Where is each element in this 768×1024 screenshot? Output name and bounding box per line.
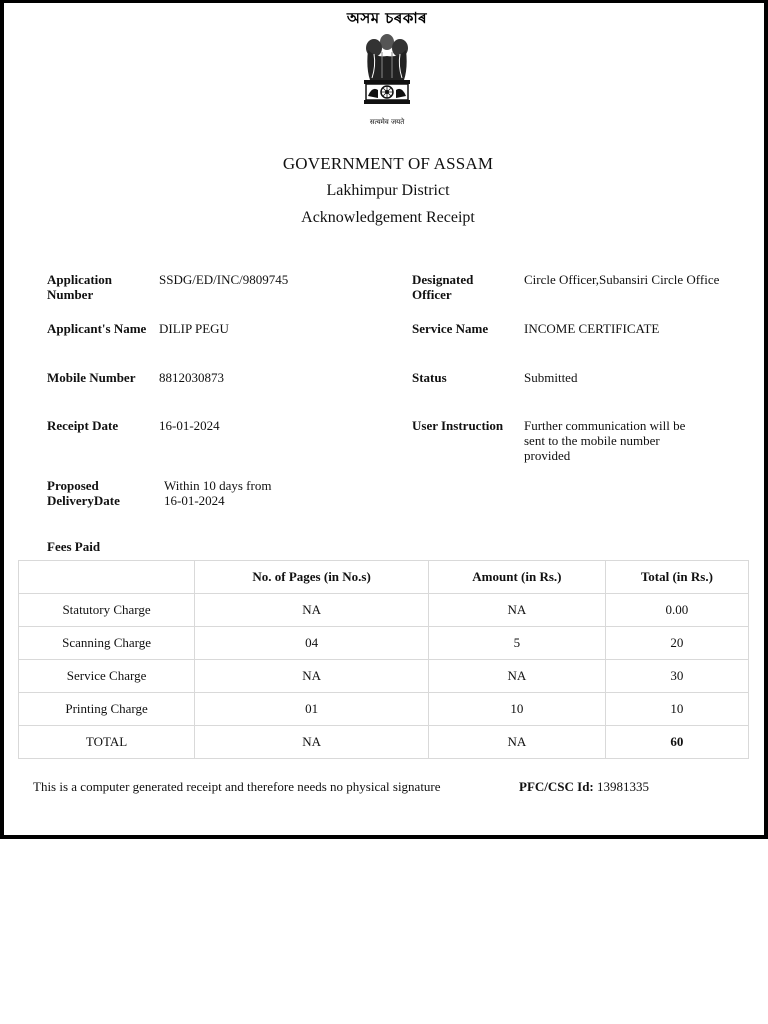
assam-sarkar-title: অসম চৰকাৰ — [346, 9, 428, 27]
table-cell: Service Charge — [19, 660, 195, 693]
receipt-date-label: Receipt Date — [47, 418, 119, 433]
proposed-delivery-value: Within 10 days from 16-01-2024 — [164, 478, 272, 508]
government-title: GOVERNMENT OF ASSAM — [282, 154, 494, 173]
service-name-value: INCOME CERTIFICATE — [524, 321, 660, 336]
table-cell: 10 — [605, 693, 748, 726]
computer-generated-note: This is a computer generated receipt and therefore needs no physical signature — [33, 779, 441, 794]
table-cell: TOTAL — [19, 726, 195, 759]
applicant-name-label: Applicant's Name — [47, 321, 147, 336]
user-instruction-label: User Instruction — [412, 418, 504, 433]
pfc-csc-label: PFC/CSC Id: — [519, 779, 594, 794]
table-cell: NA — [195, 594, 429, 627]
designated-officer-label: Designated Officer — [412, 272, 474, 302]
fees-header-row — [19, 561, 749, 594]
mobile-number-value: 8812030873 — [159, 370, 224, 385]
status-label: Status — [412, 370, 447, 385]
application-number-label: Application Number — [47, 272, 113, 302]
receipt-title: Acknowledgement Receipt — [301, 209, 475, 226]
user-instruction-value: Further communication will be sent to the mobile number provided — [524, 418, 686, 463]
fees-header-cell: Total (in Rs.) — [605, 561, 748, 594]
table-cell: Scanning Charge — [19, 627, 195, 660]
pfc-csc-id — [519, 779, 649, 795]
national-emblem-icon — [352, 28, 422, 118]
table-cell: NA — [429, 660, 606, 693]
table-cell: NA — [429, 594, 606, 627]
emblem-motto: सत्यमेव जयते — [369, 118, 405, 126]
designated-officer-value: Circle Officer,Subansiri Circle Office — [524, 272, 720, 287]
table-cell: NA — [195, 660, 429, 693]
table-cell: Statutory Charge — [19, 594, 195, 627]
fees-header-cell — [19, 561, 195, 594]
table-row — [19, 627, 749, 660]
table-cell: NA — [429, 726, 606, 759]
table-cell: NA — [195, 726, 429, 759]
table-row — [19, 594, 749, 627]
table-cell: 0.00 — [605, 594, 748, 627]
table-cell: 30 — [605, 660, 748, 693]
application-number-value: SSDG/ED/INC/9809745 — [159, 272, 289, 287]
fees-header-cell: No. of Pages (in No.s) — [195, 561, 429, 594]
applicant-name-value: DILIP PEGU — [159, 321, 229, 336]
grand-total-cell: 60 — [605, 726, 748, 759]
emblem-block — [310, 8, 464, 136]
table-cell: 5 — [429, 627, 606, 660]
status-value: Submitted — [524, 370, 578, 385]
service-name-label: Service Name — [412, 321, 489, 336]
table-cell: 10 — [429, 693, 606, 726]
total-row — [19, 726, 749, 759]
table-cell: Printing Charge — [19, 693, 195, 726]
proposed-delivery-label: Proposed DeliveryDate — [47, 478, 120, 508]
table-cell: 01 — [195, 693, 429, 726]
pfc-csc-value: 13981335 — [597, 779, 650, 794]
table-cell: 04 — [195, 627, 429, 660]
table-row — [19, 693, 749, 726]
fees-header-cell: Amount (in Rs.) — [429, 561, 606, 594]
mobile-number-label: Mobile Number — [47, 370, 136, 385]
district-title: Lakhimpur District — [326, 182, 450, 199]
receipt-date-value: 16-01-2024 — [159, 418, 220, 433]
fees-paid-title: Fees Paid — [47, 539, 101, 554]
table-row — [19, 660, 749, 693]
fees-table — [18, 560, 749, 759]
table-cell: 20 — [605, 627, 748, 660]
